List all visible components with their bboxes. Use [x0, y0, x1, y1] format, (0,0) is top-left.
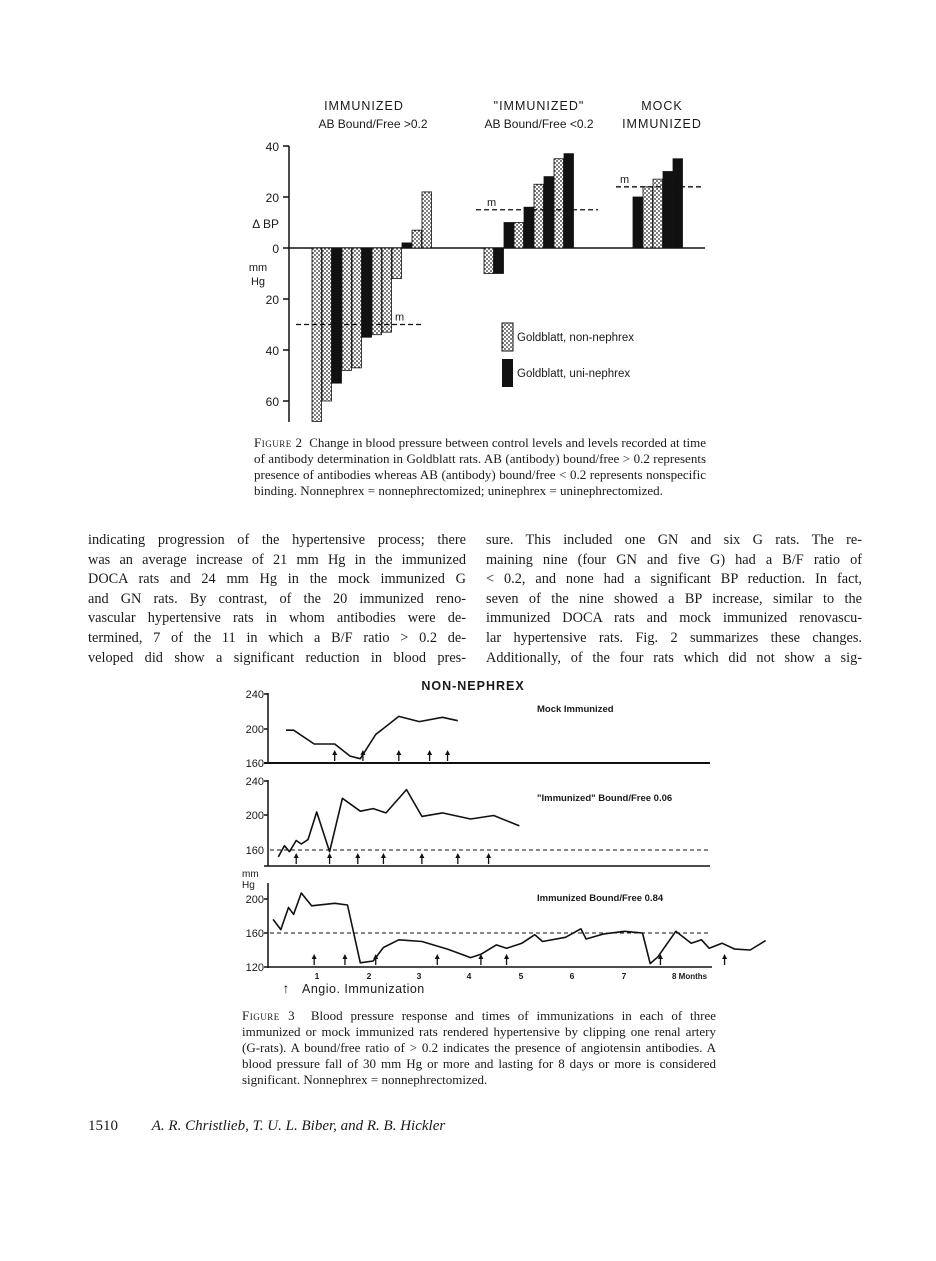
text-line: lar hypertensive rats. Fig. 2 summarizes these changes.	[486, 629, 862, 646]
text-line: Additionally, of the four rats which did not show a sig-	[486, 649, 862, 666]
fig3-x-tick-label: 7	[621, 971, 627, 981]
immunization-arrow-head	[486, 853, 491, 858]
panel3-tick-label-200: 200	[245, 894, 264, 906]
immunization-arrow-head	[381, 853, 386, 858]
fig2-bar	[352, 248, 362, 368]
immunization-arrow-head	[435, 954, 440, 959]
fig2-bar	[673, 159, 683, 248]
fig2-tick-label-40: 40	[265, 140, 279, 154]
page-footer	[88, 1118, 445, 1135]
figure-2-caption	[254, 435, 706, 499]
text-line: DOCA rats and 24 mm Hg in the mock immunized G	[88, 571, 466, 588]
fig2-bar	[643, 187, 653, 248]
fig2-bar	[504, 223, 514, 249]
immunization-arrow-head	[355, 853, 360, 858]
fig3-unit-hg: Hg	[242, 880, 255, 891]
text-line: termined, 7 of the 11 in which a B/F ratio > 0.2 de-	[88, 629, 466, 646]
fig2-bar	[484, 248, 494, 274]
text-line: vascular hypertensive rats in whom antibodies were de-	[88, 610, 466, 627]
immunization-arrow-head	[327, 853, 332, 858]
group-header-immunized-ratio: AB Bound/Free >0.2	[318, 117, 428, 131]
text-line: and GN rats. By contrast, of the 20 immunized reno-	[88, 590, 466, 607]
figure-3-label: Figure 3	[242, 1008, 296, 1023]
immunization-arrow-head	[419, 853, 424, 858]
fig2-bar	[342, 248, 352, 370]
figure-2-chart	[0, 0, 936, 430]
fig3-x-ticks	[315, 971, 708, 981]
body-right-column	[486, 531, 862, 668]
fig3-series-lines	[273, 716, 765, 963]
group-header-nonspecific: "IMMUNIZED"	[493, 99, 585, 113]
legend-swatch-stippled	[502, 323, 513, 351]
panel2-label: "Immunized" Bound/Free 0.06	[537, 793, 673, 804]
fig2-bar	[422, 192, 432, 248]
group-header-immunized: IMMUNIZED	[324, 99, 404, 113]
fig2-bar	[663, 172, 673, 249]
fig2-bar	[392, 248, 402, 279]
fig2-unit-mm: mm	[248, 262, 268, 274]
fig3-x-tick-label: 2	[366, 971, 372, 981]
fig2-unit-hg: Hg	[250, 276, 266, 288]
immunization-arrow-head	[455, 853, 460, 858]
fig3-series-line	[278, 790, 519, 857]
fig3-unit-mm: mm	[242, 869, 259, 880]
page-number: 1510	[88, 1118, 118, 1134]
figure-3-chart	[0, 670, 936, 1000]
panel2-tick-label-240: 240	[245, 776, 264, 788]
fig2-bar	[564, 154, 574, 248]
fig2-bar	[514, 223, 524, 249]
text-line: < 0.2, and none had a significant BP reduction. In fact,	[486, 571, 862, 588]
panel1-tick-label-200: 200	[245, 724, 264, 736]
figure-2-label: Figure 2	[254, 435, 303, 450]
fig3-x-tick-label: 1	[314, 971, 320, 981]
panel2-tick-label-200: 200	[245, 810, 264, 822]
fig2-mean-label: m	[487, 196, 497, 209]
panel1-label: Mock Immunized	[537, 704, 614, 715]
panel3-tick-label-120: 120	[245, 962, 264, 974]
fig2-bar	[544, 177, 554, 248]
panel3-tick-label-160: 160	[245, 928, 264, 940]
fig2-tick-label-m60: 60	[265, 395, 279, 409]
text-line: veloped did show a significant reduction in blood pres-	[88, 649, 466, 666]
text-line: seven of the nine showed a BP increase, similar to the	[486, 590, 862, 607]
footer-authors: A. R. Christlieb, T. U. L. Biber, and R. B. Hickler	[151, 1118, 446, 1134]
fig2-bar	[524, 207, 534, 248]
text-line: immunized DOCA rats and mock immunized renovascu-	[486, 610, 862, 627]
body-left-column	[88, 531, 466, 668]
fig3-legend-label: Angio. Immunization	[302, 982, 425, 996]
text-line: sure. This included one GN and six G rats. The re-	[486, 532, 862, 548]
immunization-arrow-head	[342, 954, 347, 959]
fig2-bar	[494, 248, 504, 274]
group-header-mock: MOCK	[641, 99, 683, 113]
panel3-label: Immunized Bound/Free 0.84	[537, 893, 664, 904]
group-header-nonspecific-ratio: AB Bound/Free <0.2	[484, 117, 594, 131]
fig2-tick-label-m40: 40	[265, 344, 279, 358]
fig2-bar	[653, 179, 663, 248]
immunization-arrow-head	[427, 750, 432, 755]
fig2-bars	[312, 154, 683, 422]
panel1-tick-label-240: 240	[245, 689, 264, 701]
figure-3-caption-text: Blood pressure response and times of immunizations in each of three immunized or mock immunized rats rendered hypertensive by clipping one renal artery (G-rats). A bound/free ratio of > 0.2 indicates the presence of angiotensin antibodies. A blood pressure fall of 30 mm Hg or more and lasting for 8 days or more is considered significant. Nonnephrex = nonnephrectomized.	[242, 1008, 717, 1087]
fig2-tick-label-20: 20	[265, 191, 279, 205]
fig2-bar	[412, 230, 422, 248]
fig2-bar	[372, 248, 382, 335]
fig3-x-tick-label: 3	[416, 971, 422, 981]
immunization-arrow-head	[722, 954, 727, 959]
fig2-bar	[534, 184, 544, 248]
fig3-series-line	[273, 893, 765, 964]
legend-label-non-nephrex: Goldblatt, non-nephrex	[517, 332, 634, 344]
fig2-tick-label-m20: 20	[265, 293, 279, 307]
figure-2-caption-text: Change in blood pressure between control levels and levels recorded at time of antibody determination in Goldblatt rats. AB (antibody) bound/free > 0.2 represents presence of antibodies whereas AB (antibody) bound/free < 0.2 represents nonspecific binding. Nonnephrex = nonnephrectomized; uninephrex = uninephrectomized.	[254, 435, 707, 498]
immunization-arrow-head	[332, 750, 337, 755]
fig3-title: NON-NEPHREX	[421, 679, 525, 693]
fig2-bar	[633, 197, 643, 248]
fig3-series-line	[286, 716, 458, 758]
fig2-bar	[332, 248, 342, 383]
fig2-y-label: Δ BP	[252, 217, 279, 231]
immunization-arrow-head	[312, 954, 317, 959]
fig2-bar	[402, 243, 412, 248]
text-line: was an average increase of 21 mm Hg in the immunized	[88, 551, 466, 568]
fig2-mean-label: m	[395, 311, 405, 324]
legend-label-uni-nephrex: Goldblatt, uni-nephrex	[517, 368, 631, 380]
text-line: maining nine (four GN and five G) had a B/F ratio of	[486, 551, 862, 568]
fig2-bar	[382, 248, 392, 332]
immunization-arrow-head	[294, 853, 299, 858]
legend-swatch-solid	[502, 359, 513, 387]
fig3-legend-arrow: ↑	[282, 980, 290, 996]
figure-3-caption	[242, 1008, 716, 1088]
fig2-bar	[312, 248, 322, 421]
fig3-x-tick-label: 4	[466, 971, 472, 981]
fig2-tick-label-0: 0	[272, 242, 279, 256]
fig3-x-tick-label: 6	[569, 971, 575, 981]
fig3-x-tick-label: 5	[518, 971, 524, 981]
text-line: indicating progression of the hypertensive process; there	[88, 532, 466, 548]
immunization-arrow-head	[396, 750, 401, 755]
fig2-bar	[554, 159, 564, 248]
panel1-tick-label-160: 160	[245, 758, 264, 770]
immunization-arrow-head	[445, 750, 450, 755]
immunization-arrow-head	[504, 954, 509, 959]
fig3-x-tick-label: 8 Months	[672, 972, 708, 981]
fig2-mean-label: m	[620, 173, 630, 186]
group-header-mock-line2: IMMUNIZED	[622, 117, 702, 131]
panel2-tick-label-160: 160	[245, 845, 264, 857]
